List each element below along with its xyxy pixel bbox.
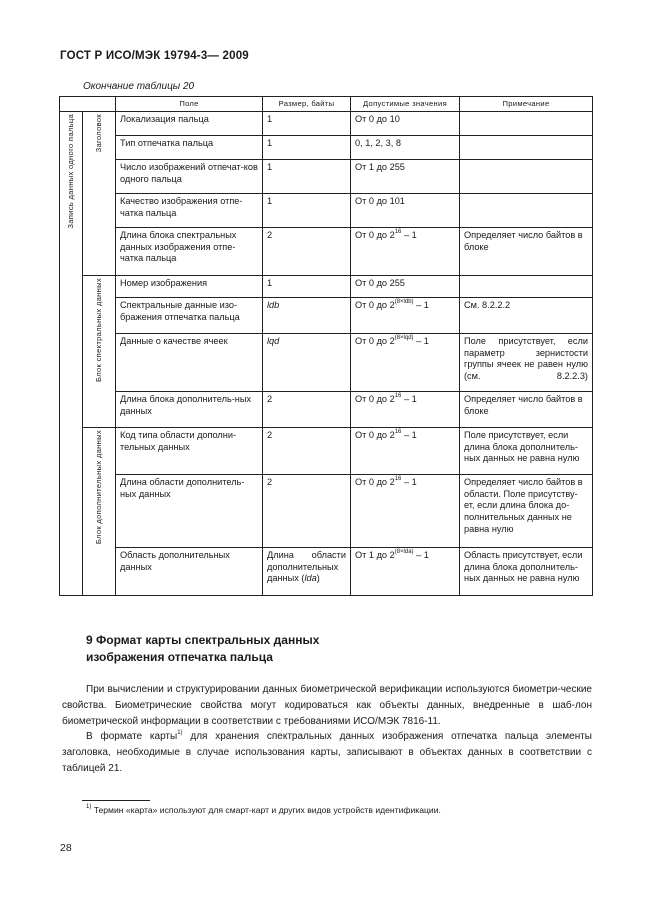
note-cell: [460, 160, 593, 194]
group-label-additional: Блок дополнительных данных: [94, 430, 104, 545]
values-cell: От 0 до $2^{(8\times ldb)} - 1$: [351, 298, 460, 334]
size-cell: 1: [263, 112, 351, 136]
field-cell: Длина блока дополнитель-ных данных: [116, 392, 263, 428]
footnote-divider: [82, 800, 150, 801]
field-cell: Длина области дополнитель-ных данных: [116, 475, 263, 548]
column-header: Поле: [116, 97, 263, 112]
values-cell: От 1 до 255: [351, 160, 460, 194]
group-label-header: Заголовок: [94, 114, 104, 153]
values-cell: От 0 до 10: [351, 112, 460, 136]
size-cell: 1: [263, 160, 351, 194]
table-row: [60, 160, 593, 194]
note-cell: Область присутствует, если длина блока дополнитель-ных данных не равна нулю: [460, 548, 593, 596]
field-cell: Код типа области дополни-тельных данных: [116, 428, 263, 475]
size-cell: lqd: [263, 334, 351, 392]
size-cell: 1: [263, 276, 351, 298]
values-cell: От 1 до $2^{(8\times lda)} - 1$: [351, 548, 460, 596]
note-cell: Определяет число байтов в блоке: [460, 228, 593, 276]
note-cell: См. 8.2.2.2: [460, 298, 593, 334]
document-header: ГОСТ Р ИСО/МЭК 19794-3— 2009: [60, 50, 249, 62]
field-cell: Качество изображения отпе-чатка пальца: [116, 194, 263, 228]
header-empty-cell: [60, 97, 116, 112]
note-cell: [460, 276, 593, 298]
table-row: [60, 298, 593, 334]
note-cell: Определяет число байтов в области. Поле присутству-ет, если длина блока до-полнительных данных не равна нулю: [460, 475, 593, 548]
table-row: [60, 548, 593, 596]
size-cell: 2: [263, 228, 351, 276]
size-cell: 2: [263, 392, 351, 428]
note-cell: Поле присутствует, если параметр зернистости группы ячеек не равен нулю (см. 8.2.2.3): [460, 334, 593, 392]
group-label-spectral: Блок спектральных данных: [94, 278, 104, 382]
table-row: [60, 194, 593, 228]
size-cell: ldb: [263, 298, 351, 334]
paragraph: В формате карты$^{1)}$ для хранения спектральных данных изображения отпечатка пальца элементы заголовка, необходимые в случае использования карты, записывают в объектах данных в соответствии с таблицей 21.: [62, 729, 592, 774]
values-cell: От 0 до $2^{16} - 1$: [351, 228, 460, 276]
size-cell: Длина области дополнительных данных (lda): [263, 548, 351, 596]
field-cell: Тип отпечатка пальца: [116, 136, 263, 160]
field-cell: Спектральные данные изо-бражения отпечатка пальца: [116, 298, 263, 334]
note-cell: [460, 194, 593, 228]
group-label-cell: [83, 112, 116, 276]
outer-group-label-cell: [60, 112, 83, 596]
table-row: [60, 228, 593, 276]
page-number: 28: [60, 842, 72, 854]
note-cell: [460, 112, 593, 136]
values-cell: От 0 до 101: [351, 194, 460, 228]
note-cell: [460, 136, 593, 160]
table-row: [60, 276, 593, 298]
values-cell: 0, 1, 2, 3, 8: [351, 136, 460, 160]
column-header: Размер, байты: [263, 97, 351, 112]
table-header-row: [60, 97, 593, 112]
field-cell: Локализация пальца: [116, 112, 263, 136]
column-header: Примечание: [460, 97, 593, 112]
paragraph: При вычислении и структурировании данных биометрической верификации используются биометри-ческие свойства. Биометрические свойства могут кодироваться как объекты данных, внедренные в шаб-лон биометрической информации в соответствии с требованиями ИСО/МЭК 7816-11.: [62, 684, 592, 727]
values-cell: От 0 до $2^{16} - 1$: [351, 428, 460, 475]
values-cell: От 0 до 255: [351, 276, 460, 298]
table-row: [60, 136, 593, 160]
size-cell: 1: [263, 194, 351, 228]
footnote: $^{1)}$ Термин «карта» используют для смарт-карт и других видов устройств идентификации.: [86, 804, 441, 815]
section-title: 9 Формат карты спектральных данных изображения отпечатка пальца: [86, 633, 320, 664]
note-cell: Поле присутствует, если длина блока дополнитель-ных данных не равна нулю: [460, 428, 593, 475]
field-cell: Данные о качестве ячеек: [116, 334, 263, 392]
size-cell: 2: [263, 475, 351, 548]
field-cell: Область дополнительных данных: [116, 548, 263, 596]
group-label-cell: [83, 428, 116, 596]
table-row: [60, 475, 593, 548]
size-cell: 1: [263, 136, 351, 160]
field-cell: Номер изображения: [116, 276, 263, 298]
footnote-ref[interactable]: 1): [177, 729, 183, 736]
values-cell: От 0 до $2^{16} - 1$: [351, 475, 460, 548]
values-cell: От 0 до $2^{16} - 1$: [351, 392, 460, 428]
column-header: Допустимые значения: [351, 97, 460, 112]
field-cell: Длина блока спектральных данных изображения отпе-чатка пальца: [116, 228, 263, 276]
values-cell: От 0 до $2^{(8\times lqd)} - 1$: [351, 334, 460, 392]
outer-group-label: Запись данных одного пальца: [66, 114, 76, 229]
field-cell: Число изображений отпечат-ков одного пальца: [116, 160, 263, 194]
table-caption: Окончание таблицы 20: [83, 81, 195, 92]
spec-table: [59, 96, 593, 596]
table-row: [60, 392, 593, 428]
table-row: [60, 334, 593, 392]
note-cell: Определяет число байтов в блоке: [460, 392, 593, 428]
group-label-cell: [83, 276, 116, 428]
table-row: [60, 112, 593, 136]
size-cell: 2: [263, 428, 351, 475]
table-row: [60, 428, 593, 475]
